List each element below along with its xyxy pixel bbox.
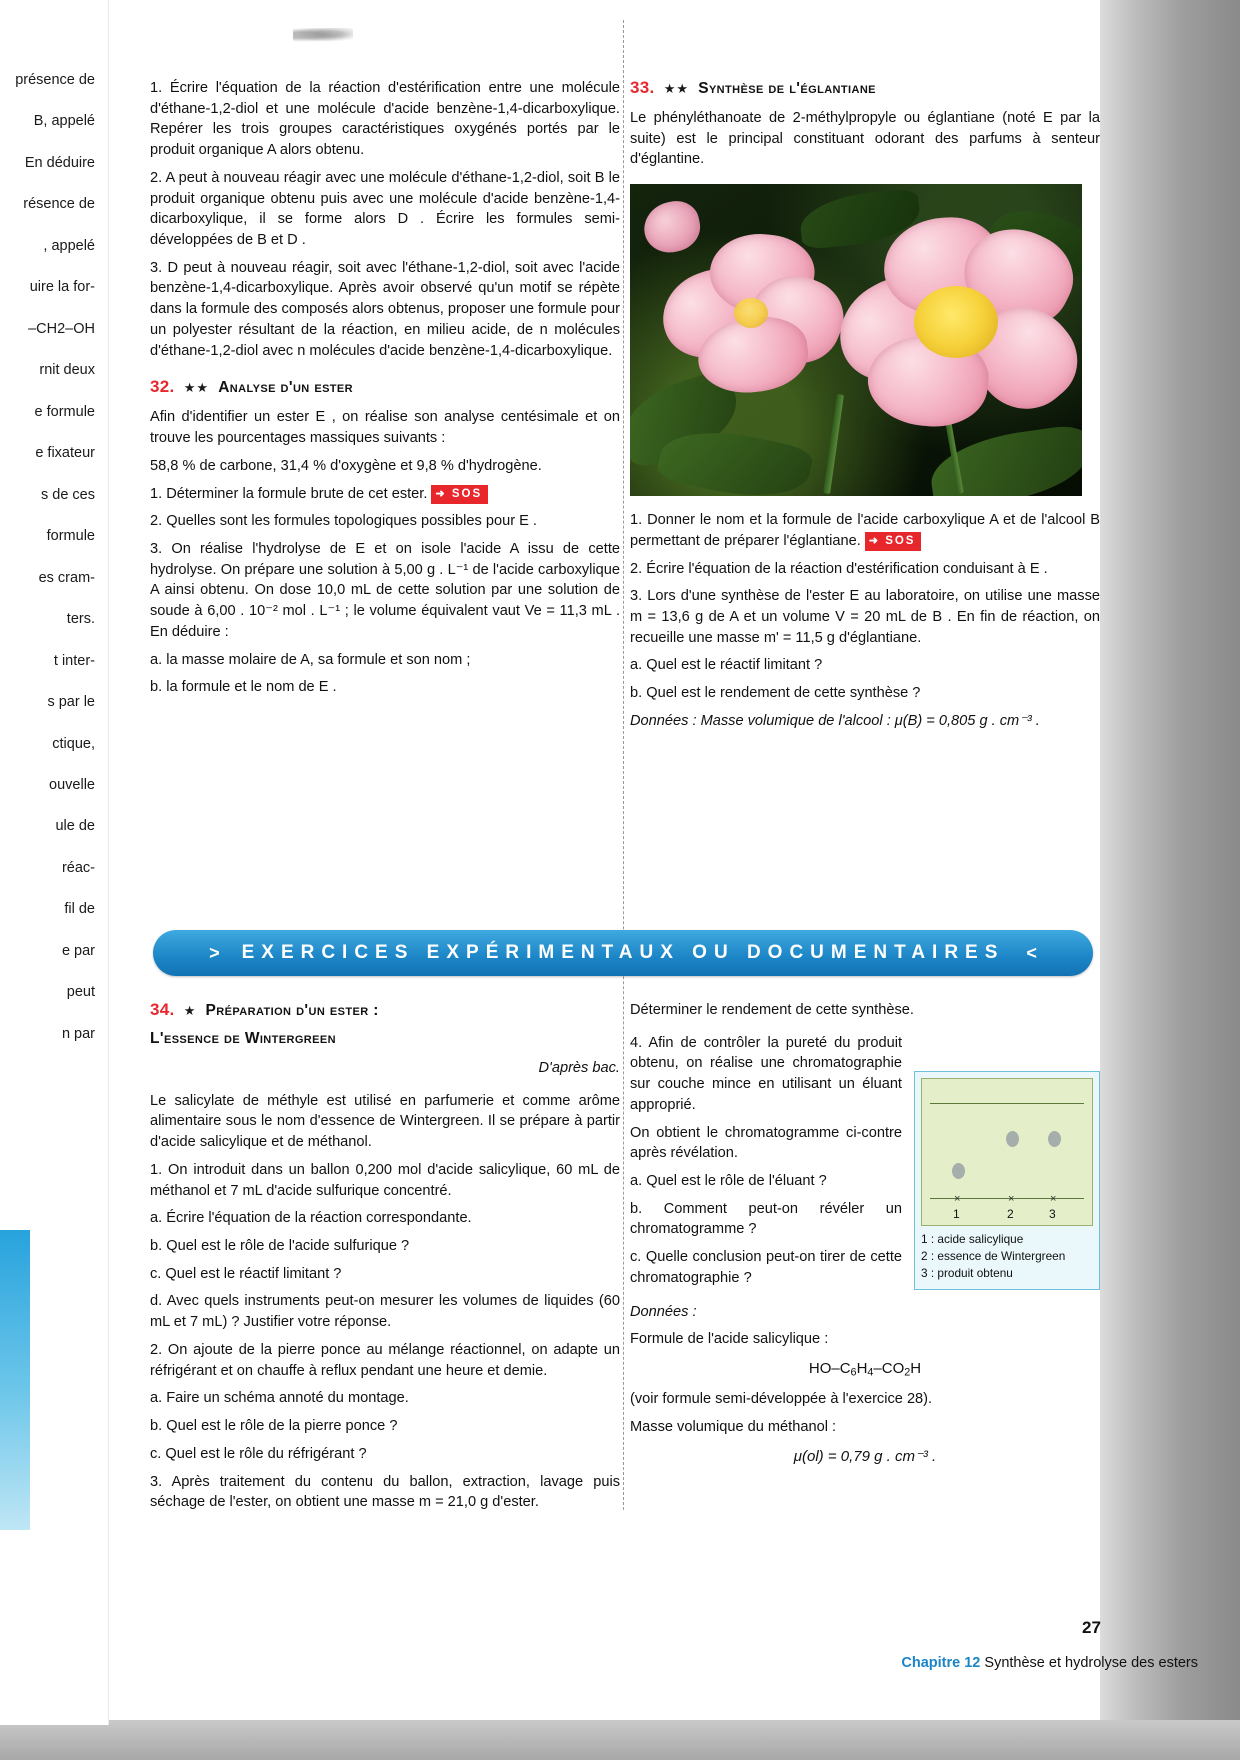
ex32-values: 58,8 % de carbone, 31,4 % d'oxygène et 9,8 % d'hydrogène. [150,457,542,474]
page-content [118,0,1198,1725]
ex34-question-4c: c. Quelle conclusion peut-on tirer de cette chromatographie ? [630,1249,902,1286]
footer-title: Synthèse et hydrolyse des esters [984,1655,1198,1671]
difficulty-stars: ★★ [663,81,690,96]
paper-edge-bottom [0,1720,1240,1760]
exercise-33-number: 33. [630,78,655,97]
ex34-question-1b: b. Quel est le rôle de l'acide sulfurique ? [150,1238,410,1255]
gutter-fragment: s par le [47,694,95,711]
ex33-question-3: 3. Lors d'une synthèse de l'ester E au laboratoire, on utilise une masse m = 13,6 g de A et un volume V = 20 mL de B . En fin de réaction, on recueille une masse m' = 11,5 g d'églantiane. [630,588,1100,646]
ex34-question-1c: c. Quel est le réactif limitant ? [150,1265,342,1282]
section-banner [153,930,1093,976]
gutter-fragment: ule de [55,818,95,835]
exercise-33-title: Synthèse de l'églantiane [698,80,876,97]
ex32-q1-text: 1. Déterminer la formule brute de cet ester. [150,485,428,502]
ex31-question-3: 3. D peut à nouveau réagir, soit avec l'éthane-1,2-diol, soit avec l'acide benzène-1,4-dicarboxylique. Après avoir observé qu'un motif se répète dans la formule des composés alors obtenus, proposer une formule pour un polyester résultant de la réaction, en milieu acide, de n molécules d'éthane-1,2-diol avec n molécules d'acide benzène-1,4-dicarboxylique. [150,259,620,359]
page-footer [718,1655,1198,1671]
legend-line-3: 3 : produit obtenu [921,1265,1013,1280]
petal [639,197,704,258]
ex34-question-1a: a. Écrire l'équation de la réaction correspondante. [150,1210,472,1227]
gutter-fragment: e par [61,942,95,959]
chapter-color-tab [0,1230,30,1530]
eglantine-photo [630,184,1082,496]
ex34-data-line-2: (voir formule semi-développée à l'exercice 28). [630,1391,933,1408]
difficulty-stars: ★ [183,1003,197,1018]
ex33-question-1 [630,510,1100,551]
sos-badge[interactable] [431,485,488,505]
ex34-question-4a: a. Quel est le rôle de l'éluant ? [630,1173,827,1190]
deposit-mark-2: × [1008,1192,1015,1205]
gutter-fragment: formule [46,528,95,545]
gutter-fragment: ctique, [52,735,95,752]
arrow-icon: ➜ [435,487,447,500]
gutter-fragment: s de ces [41,486,95,503]
gutter-fragment: résence de [23,196,95,213]
exercise-34-left-column [150,1000,620,1520]
legend-line-1: 1 : acide salicylique [921,1231,1024,1246]
chromatogram-figure [914,1071,1100,1290]
ex34-data-line-3: Masse volumique du méthanol : [630,1418,837,1435]
exercise-34-title: Préparation d'un ester : [205,1002,379,1019]
ex33-question-3a: a. Quel est le réactif limitant ? [630,657,823,674]
exercise-34-heading [150,1000,620,1020]
exercise-32-title: Analyse d'un ester [218,379,354,397]
ex34-data-label: Données : [630,1303,697,1320]
sos-badge[interactable] [865,532,922,552]
ex34-data-line-1: Formule de l'acide salicylique : [630,1331,829,1348]
difficulty-stars: ★★ [183,380,210,396]
gutter-fragment: e fixateur [35,445,95,462]
scan-artifact [293,28,353,42]
banner-title: EXERCICES EXPÉRIMENTAUX OU DOCUMENTAIRES [241,942,1005,963]
ex34-question-1d: d. Avec quels instruments peut-on mesurer les volumes de liquides (60 mL et 7 mL) ? Justifier votre réponse. [150,1293,620,1331]
ex32-question-3a: a. la masse molaire de A, sa formule et son nom ; [150,651,471,668]
track-label-3: 3 [1049,1206,1056,1221]
exercise-34-subtitle: L'essence de Wintergreen [150,1030,336,1047]
clipped-text-fragments [0,60,95,1055]
tlc-spot-track-1 [952,1163,965,1179]
ex33-question-3b: b. Quel est le rendement de cette synthèse ? [630,685,921,702]
methanol-density-formula: μ(ol) = 0,79 g . cm⁻³ . [793,1447,937,1465]
right-text-column [630,78,1100,739]
gutter-fragment: n par [61,1025,95,1042]
ex34-q4-text-block [630,1033,902,1296]
ex31-question-1: 1. Écrire l'équation de la réaction d'estérification entre une molécule d'éthane-1,2-diol et une molécule d'acide benzène-1,4-dicarboxylique. Repérer les trois groupes caractéristiques oxygénés portés par le produit organique A alors obtenu. [150,80,620,159]
ex34-question-2: 2. On ajoute de la pierre ponce au mélange réactionnel, on adapte un réfrigérant et on chauffe à reflux pendant une heure et demie. [150,1341,620,1379]
gutter-fragment: e formule [34,403,95,420]
tlc-spot-track-2 [1006,1131,1019,1147]
ex34-question-2c: c. Quel est le rôle du réfrigérant ? [150,1445,367,1462]
gutter-fragment: présence de [15,72,95,88]
gutter-fragment: rnit deux [39,362,95,379]
exercise-34-right-column [630,1000,1100,1475]
gutter-fragment: fil de [64,901,95,918]
ex33-intro: Le phényléthanoate de 2-méthylpropyle ou églantiane (noté E par la suite) est le principal constituant odorant des parfums à senteur d'églantine. [630,110,1100,168]
ex34-question-4b: b. Comment peut-on révéler un chromatogramme ? [630,1200,902,1238]
ex33-data-note: Données : Masse volumique de l'alcool : μ(B) = 0,805 g . cm⁻³ . [630,712,1040,729]
ex34-question-2b: b. Quel est le rôle de la pierre ponce ? [150,1418,398,1435]
banner-right-chevron: < [1026,942,1037,963]
banner-left-chevron: > [209,942,220,963]
arrow-icon: ➜ [868,534,880,547]
gutter-fragment: peut [66,984,95,1001]
sos-label: SOS [885,534,916,547]
gutter-fragment: En déduire [24,154,95,171]
rose-flower-right [838,212,1074,438]
exercise-33-heading [630,78,1100,98]
chromatogram-legend [921,1231,1093,1282]
gutter-fragment: B, appelé [33,113,95,130]
ex34-question-2a: a. Faire un schéma annoté du montage. [150,1390,409,1407]
sos-label: SOS [451,487,483,500]
ex31-question-2: 2. A peut à nouveau réagir avec une molécule d'éthane-1,2-diol, soit B le produit organique obtenu puis avec une molécule d'acide benzène-1,4-dicarboxylique, il se forme alors D . Écrire les formules semi-développées de B et D . [150,169,620,249]
flower-center [914,286,998,358]
ex34-question-4-continued: On obtient le chromatogramme ci-contre après révélation. [630,1124,902,1162]
exercise-32-heading [150,377,620,397]
gutter-fragment: ters. [66,611,95,628]
track-label-1: 1 [953,1206,960,1221]
ex34-question-3: 3. Après traitement du contenu du ballon, extraction, lavage puis séchage de l'ester, on obtient une masse m = 21,0 g d'ester. [150,1473,620,1511]
ex32-intro: Afin d'identifier un ester E , on réalise son analyse centésimale et on trouve les pourcentages massiques suivants : [150,409,620,447]
ex34-intro: Le salicylate de méthyle est utilisé en parfumerie et comme arôme alimentaire sous le nom d'essence de Wintergreen. Il se prépare à partir d'acide salicylique et de méthanol. [150,1092,620,1151]
tlc-plate [921,1078,1093,1226]
gutter-fragment: t inter- [53,652,95,669]
gutter-fragment: uire la for- [29,279,95,296]
ex32-question-2: 2. Quelles sont les formules topologiques possibles pour E . [150,513,537,530]
gutter-fragment: –CH2–OH [28,320,95,337]
ex34-question-1: 1. On introduit dans un ballon 0,200 mol d'acide salicylique, 60 mL de méthanol et 7 mL d'acide sulfurique concentré. [150,1161,620,1199]
footer-chapter: Chapitre 12 [901,1655,981,1671]
gutter-fragment: es cram- [38,569,95,586]
exercise-34-number: 34. [150,1000,175,1019]
ex32-question-3: 3. On réalise l'hydrolyse de E et on isole l'acide A issu de cette hydrolyse. On prépare une solution à 5,00 g . L⁻¹ de l'acide carboxylique A ainsi obtenu. On dose 10,0 mL de cette solution par une solution de soude à 6,00 . 10⁻² mol . L⁻¹ ; le volume équivalent vaut Ve = 11,3 mL . En déduire : [150,540,620,640]
page-number: 27 [1082,1618,1101,1637]
exercise-32-number: 32. [150,377,175,397]
column-divider [623,20,624,1510]
deposit-mark-3: × [1050,1192,1057,1205]
legend-line-2: 2 : essence de Wintergreen [921,1248,1066,1263]
salicylic-acid-formula: $HO-C_6H_4-CO_2H$ [808,1360,922,1379]
flower-center [734,298,768,328]
left-text-column [150,78,620,705]
solvent-front-line [930,1103,1084,1104]
rose-bud [638,196,708,258]
gutter-fragment: , appelé [43,237,95,254]
deposit-mark-1: × [954,1192,961,1205]
tlc-spot-track-3 [1048,1131,1061,1147]
ex32-question-3b: b. la formule et le nom de E . [150,679,337,696]
ex33-q1-text: 1. Donner le nom et la formule de l'acide carboxylique A et de l'alcool B permettant de préparer l'églantiane. [630,512,1100,549]
left-gutter-column [0,0,109,1725]
exercise-34-source: D'après bac. [538,1060,620,1076]
paper-edge-right [1100,0,1240,1753]
ex34-question-4: 4. Afin de contrôler la pureté du produit obtenu, on réalise une chromatographie sur couche mince en utilisant un éluant approprié. [630,1034,902,1113]
ex34-question-3-continued: Déterminer le rendement de cette synthèse. [630,1002,914,1018]
track-label-2: 2 [1007,1206,1014,1221]
ex32-question-1 [150,484,620,505]
ex33-question-2: 2. Écrire l'équation de la réaction d'estérification conduisant à E . [630,560,1048,577]
gutter-fragment: réac- [61,859,95,876]
rose-flower-left [658,232,848,402]
gutter-fragment: ouvelle [49,776,95,793]
